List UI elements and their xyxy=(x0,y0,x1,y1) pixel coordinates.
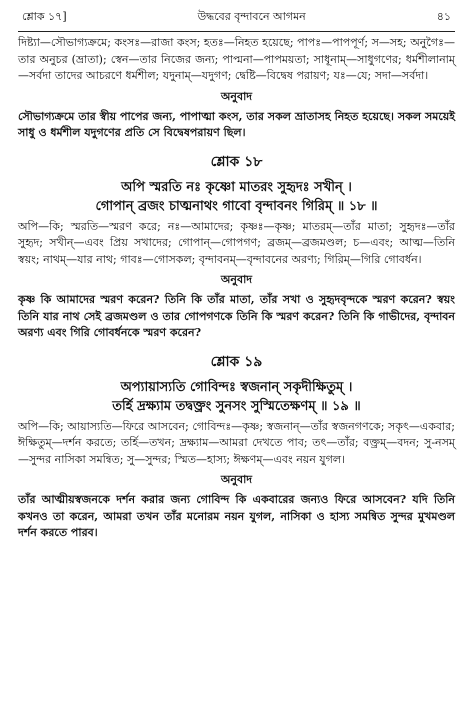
verse18-title: শ্লোক ১৮ xyxy=(210,153,263,170)
verse19-title: শ্লোক ১৯ xyxy=(210,353,263,370)
verse-line: অপ্যায়াস্যতি গোবিন্দঃ স্বজনান্ সকৃদীক্ষিতুম্ । xyxy=(120,379,353,395)
verse19-text xyxy=(18,378,455,416)
translation-heading: অনুবাদ xyxy=(220,473,253,486)
verse18-synonyms: অপি—কি; স্মরতি—স্মরণ করে; নঃ—আমাদের; কৃষ্ণঃ—কৃষ্ণ; মাতরম্—তাঁর মাতা; সুহৃদঃ—তাঁর সুহৃদ; সখীন্—এবং প্রিয় সখাদের; গোপান্—গোপগণ; ব্রজম্—ব্রজমণ্ডল; চ—এবং; আত্ম—তিনি স্বয়ং; নাথম্—যার নাথ; গাবঃ—গোসকল; বৃন্দাবনম্—বৃন্দাবনের অরণ্য; গিরিম্—গিরি গোবর্ধন। xyxy=(18,219,455,266)
verse-line: গোপান্ ব্রজং চাত্মনাথং গাবো বৃন্দাবনং গিরিম্ ॥ ১৮ ॥ xyxy=(95,198,378,214)
verse-line: অপি স্মরতি নঃ কৃষ্ণো মাতরং সুহৃদঃ সখীন্ । xyxy=(121,179,352,195)
header-page-number: ৪১ xyxy=(436,10,451,23)
verse19-translation: তাঁর আত্মীয়স্বজনকে দর্শন করার জন্য গোবিন্দ কি একবারের জন্যও ফিরে আসবেন? যদি তিনি কখনও তা করেন, আমরা তখন তাঁর মনোরম নয়ন যুগল, নাসিকা ও হাস্য সমন্বিত সুন্দর মুখমণ্ডল দর্শন করতে পারব। xyxy=(18,493,455,539)
page-header xyxy=(18,8,455,32)
verse-line: তর্হি দ্রক্ষ্যাম তদ্বক্ত্রং সুনসং সুস্মিতেক্ষণম্ ॥ ১৯ ॥ xyxy=(112,398,361,414)
verse18-translation: কৃষ্ণ কি আমাদের স্মরণ করেন? তিনি কি তাঁর মাতা, তাঁর সখা ও সুহৃদবৃন্দকে স্মরণ করেন? স্বয়ং তিনি যার নাথ সেই ব্রজমণ্ডল ও তার গোপগণকে তিনি কি স্মরণ করেন? তিনি কি গাভীদের, বৃন্দাবন অরণ্য এবং গিরি গোবর্ধনকে স্মরণ করেন? xyxy=(18,293,455,339)
verse17-synonyms: দিষ্ট্যা—সৌভাগ্যক্রমে; কংসঃ—রাজা কংস; হতঃ—নিহত হয়েছে; পাপঃ—পাপপূর্ণ; স—সহ; অনুগৈঃ—তার অনুচর (ভ্রাতা); স্বেন—তার নিজের জন্য; পাপ্মনা—পাপময়তা; সাধূনাম্—সাধুগণের; ধর্মশীলানাম্—সর্বদা তাদের আচরণে ধর্মশীল; যদুনাম্—যদুগণ; দ্বেষ্টি—বিদ্বেষ পরায়ণ; যঃ—যে; সদা—সর্বদা। xyxy=(18,36,455,82)
translation-heading: অনুবাদ xyxy=(220,89,253,103)
verse17-translation: সৌভাগ্যক্রমে তার স্বীয় পাপের জন্য, পাপাত্মা কংস, তার সকল ভ্রাতাসহ নিহত হয়েছে। সকল সময়েই সাধু ও ধর্মশীল যদুগণের প্রতি সে বিদ্বেষপরায়ণ ছিল। xyxy=(18,109,455,139)
verse18-text xyxy=(18,178,455,216)
translation-heading: অনুবাদ xyxy=(220,273,253,286)
header-verse-ref: শ্লোক ১৭] xyxy=(22,10,67,23)
verse19-synonyms: অপি—কি; আয়াস্যতি—ফিরে আসবেন; গোবিন্দঃ—কৃষ্ণ; স্বজনান্—তাঁর স্বজনগণকে; সকৃৎ—একবার; ঈক্ষিতুম্—দর্শন করতে; তর্হি—তখন; দ্রক্ষ্যাম—আমরা দেখতে পাব; তৎ—তাঁর; বক্ত্রম্—বদন; সু-নসম্—সুন্দর নাসিকা সমন্বিত; সু—সুন্দর; স্মিত—হাস্য; ঈক্ষণম্—এবং নয়ন যুগল। xyxy=(18,419,455,466)
header-chapter-title: উদ্ধবের বৃন্দাবনে আগমন xyxy=(197,10,306,23)
